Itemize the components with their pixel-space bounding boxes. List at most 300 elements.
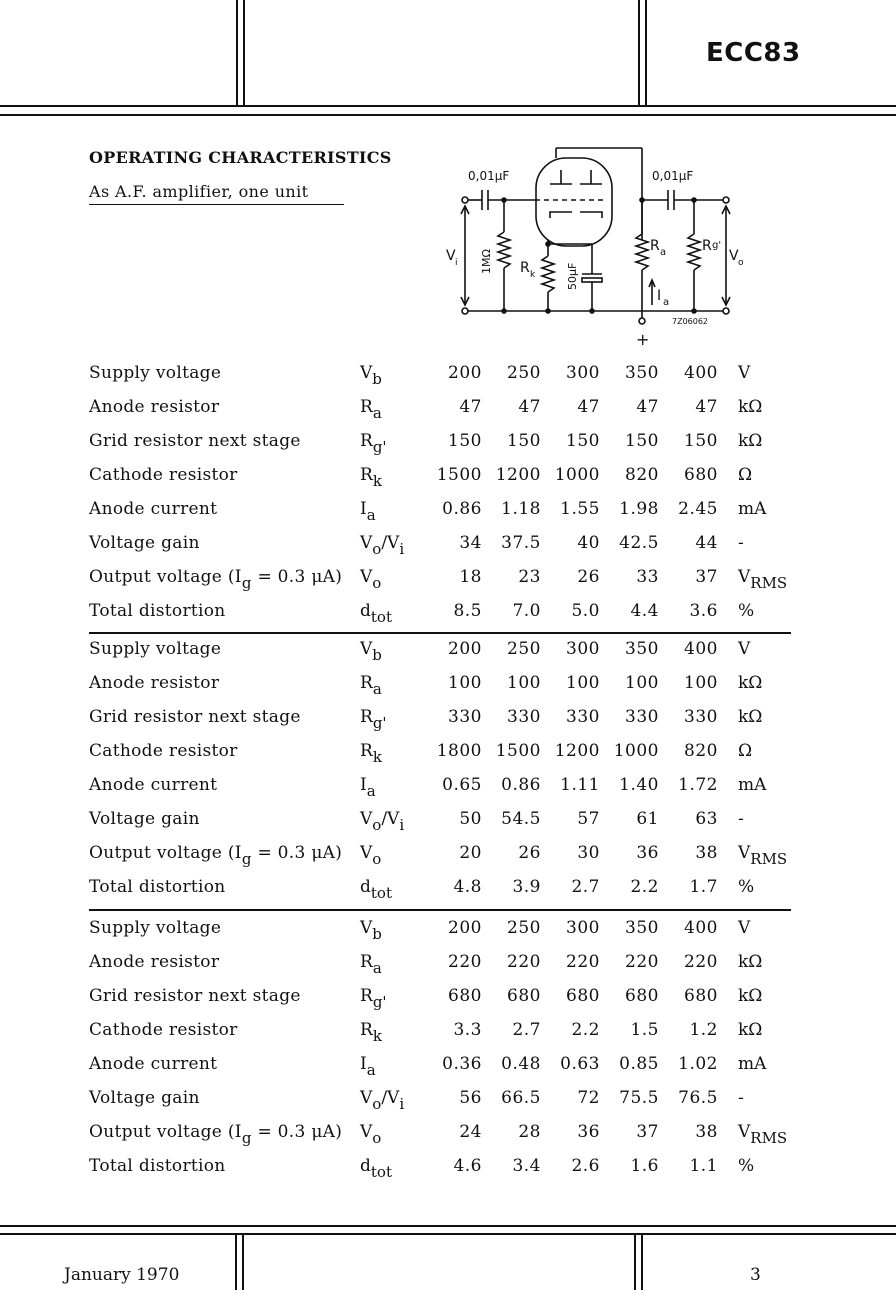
value-cell: 300: [566, 363, 600, 383]
value-cell: 36: [577, 1122, 600, 1142]
row-label: [89, 1088, 200, 1108]
table-row: [0, 877, 896, 911]
amplifier-circuit-diagram: [440, 140, 750, 355]
value-cell: 72: [577, 1088, 600, 1108]
value-cell: 3.9: [512, 877, 541, 897]
value-cell: 1.98: [619, 499, 659, 519]
row-label-text: Grid resistor next stage: [89, 707, 301, 727]
rg-label: R: [702, 238, 712, 254]
row-label-text: Anode current: [89, 499, 218, 519]
value-cell: 1.40: [619, 775, 659, 795]
table-row: [0, 775, 896, 809]
symbol-subscript: g': [372, 438, 387, 456]
row-label-text: Anode resistor: [89, 952, 220, 972]
value-cell: 38: [695, 843, 718, 863]
value-cell: 2.2: [630, 877, 659, 897]
symbol-subscript: a: [372, 404, 382, 422]
symbol-subscript: b: [372, 925, 382, 943]
row-label: [89, 843, 342, 868]
row-label-text: Grid resistor next stage: [89, 431, 301, 451]
cout-label: 0,01μF: [652, 169, 694, 183]
symbol-main-2: /V: [381, 809, 400, 829]
row-symbol: [360, 986, 387, 1011]
value-cell: 2.7: [512, 1020, 541, 1040]
row-unit: [738, 775, 766, 795]
vo-label: V: [729, 248, 739, 264]
value-cell: 200: [448, 363, 482, 383]
symbol-main: V: [360, 1122, 373, 1142]
row-symbol: [360, 918, 382, 943]
row-unit: [738, 397, 762, 417]
symbol-main: R: [360, 431, 373, 451]
row-symbol: [360, 431, 387, 456]
row-label: [89, 397, 219, 417]
unit-main: V: [738, 918, 751, 938]
row-unit: [738, 809, 744, 829]
value-cell: 2.45: [678, 499, 718, 519]
row-unit: [738, 465, 752, 485]
value-cell: 4.8: [453, 877, 482, 897]
table-row: [0, 1088, 896, 1122]
unit-main: V: [738, 843, 751, 863]
row-label-subscript: g: [241, 850, 252, 868]
vo-sub: o: [738, 258, 744, 268]
value-cell: 26: [518, 843, 541, 863]
row-label: [89, 1156, 226, 1176]
row-symbol: [360, 707, 387, 732]
row-unit: [738, 1054, 766, 1074]
value-cell: 220: [507, 952, 541, 972]
value-cell: 100: [566, 673, 600, 693]
row-label-text: Voltage gain: [89, 1088, 200, 1108]
unit-main: Ω: [738, 465, 753, 485]
page-number: 3: [750, 1265, 761, 1285]
value-cell: 1800: [436, 741, 482, 761]
value-cell: 3.6: [689, 601, 718, 621]
row-unit: [738, 952, 762, 972]
ra-label: R: [650, 238, 660, 254]
row-label-text: Output voltage (I: [89, 1122, 242, 1142]
row-label-text: Total distortion: [89, 1156, 226, 1176]
table-row: [0, 1156, 896, 1190]
unit-main: -: [738, 533, 744, 553]
symbol-subscript: o: [372, 540, 382, 558]
symbol-main: d: [360, 877, 371, 897]
value-cell: 34: [459, 533, 482, 553]
row-label-text: Supply voltage: [89, 918, 222, 938]
value-cell: 1.72: [678, 775, 718, 795]
row-label: [89, 877, 226, 897]
row-unit: [738, 499, 766, 519]
symbol-subscript: a: [372, 959, 382, 977]
symbol-main-2: /V: [381, 533, 400, 553]
row-label: [89, 986, 301, 1006]
table-row: [0, 1122, 896, 1156]
value-cell: 7.0: [512, 601, 541, 621]
header-divider-right: [638, 0, 640, 106]
row-unit: [738, 707, 762, 727]
value-cell: 400: [684, 363, 718, 383]
value-cell: 1.1: [689, 1156, 718, 1176]
unit-main: %: [738, 877, 755, 897]
value-cell: 300: [566, 639, 600, 659]
value-cell: 26: [577, 567, 600, 587]
symbol-subscript: o: [372, 1095, 382, 1113]
header-divider-left: [236, 0, 238, 106]
row-unit: [738, 601, 754, 621]
value-cell: 5.0: [571, 601, 600, 621]
row-label: [89, 918, 221, 938]
symbol-main: R: [360, 986, 373, 1006]
row-symbol: [360, 1054, 376, 1079]
unit-main: kΩ: [738, 1020, 763, 1040]
header-rule-2: [0, 114, 896, 116]
value-cell: 1200: [554, 741, 600, 761]
value-cell: 63: [695, 809, 718, 829]
row-label-text: Output voltage (I: [89, 843, 242, 863]
value-cell: 36: [636, 843, 659, 863]
value-cell: 330: [625, 707, 659, 727]
plus-label: +: [636, 330, 650, 349]
row-label-text: Anode current: [89, 1054, 218, 1074]
ia-sub: a: [663, 297, 670, 308]
value-cell: 220: [448, 952, 482, 972]
symbol-main: I: [360, 499, 367, 519]
row-label: [89, 1122, 342, 1147]
row-unit: [738, 1156, 754, 1176]
row-unit: [738, 639, 750, 659]
unit-subscript: RMS: [750, 1129, 788, 1147]
row-symbol: [360, 567, 381, 592]
value-cell: 680: [566, 986, 600, 1006]
symbol-main: I: [360, 775, 367, 795]
row-symbol: [360, 775, 376, 800]
row-label-text: Total distortion: [89, 877, 226, 897]
value-cell: 1000: [613, 741, 659, 761]
table-separator: [89, 909, 791, 911]
value-cell: 350: [625, 918, 659, 938]
symbol-subscript: g': [372, 993, 387, 1011]
row-symbol: [360, 1156, 392, 1181]
symbol-subscript-2: i: [399, 540, 405, 558]
row-label: [89, 673, 219, 693]
row-symbol: [360, 363, 382, 388]
row-unit: [738, 1020, 762, 1040]
row-symbol: [360, 952, 382, 977]
footer-date: January 1970: [64, 1265, 180, 1285]
symbol-main: R: [360, 673, 373, 693]
value-cell: 0.63: [560, 1054, 600, 1074]
footer-divider-right-2: [641, 1234, 643, 1290]
symbol-main: V: [360, 363, 373, 383]
unit-main: kΩ: [738, 397, 763, 417]
unit-main: V: [738, 363, 751, 383]
row-label-text: Grid resistor next stage: [89, 986, 301, 1006]
row-symbol: [360, 639, 382, 664]
value-cell: 37.5: [501, 533, 541, 553]
table-row: [0, 363, 896, 397]
vi-sub: i: [455, 258, 458, 268]
value-cell: 330: [684, 707, 718, 727]
unit-main: kΩ: [738, 431, 763, 451]
value-cell: 0.65: [442, 775, 482, 795]
row-unit: [738, 986, 762, 1006]
unit-subscript: RMS: [750, 574, 788, 592]
value-cell: 61: [636, 809, 659, 829]
rk-label: R: [520, 260, 530, 276]
value-cell: 220: [625, 952, 659, 972]
value-cell: 30: [577, 843, 600, 863]
value-cell: 1.2: [689, 1020, 718, 1040]
row-unit: [738, 567, 787, 592]
value-cell: 680: [448, 986, 482, 1006]
section-subheading: As A.F. amplifier, one unit: [89, 182, 344, 205]
value-cell: 28: [518, 1122, 541, 1142]
value-cell: 50: [459, 809, 482, 829]
row-unit: [738, 363, 750, 383]
symbol-main: V: [360, 809, 373, 829]
symbol-main: R: [360, 952, 373, 972]
value-cell: 76.5: [678, 1088, 718, 1108]
symbol-main: R: [360, 465, 373, 485]
table-row: [0, 431, 896, 465]
table-row: [0, 639, 896, 673]
value-cell: 75.5: [619, 1088, 659, 1108]
table-row: [0, 1020, 896, 1054]
row-symbol: [360, 673, 382, 698]
value-cell: 200: [448, 639, 482, 659]
table-row: [0, 843, 896, 877]
symbol-main: I: [360, 1054, 367, 1074]
value-cell: 150: [566, 431, 600, 451]
footer-rule: [0, 1225, 896, 1227]
value-cell: 1.7: [689, 877, 718, 897]
table-row: [0, 918, 896, 952]
value-cell: 8.5: [453, 601, 482, 621]
row-label: [89, 775, 217, 795]
value-cell: 38: [695, 1122, 718, 1142]
unit-main: Ω: [738, 741, 753, 761]
unit-main: kΩ: [738, 673, 763, 693]
row-label-text: Supply voltage: [89, 363, 222, 383]
header-divider-right-2: [645, 0, 647, 106]
table-row: [0, 465, 896, 499]
symbol-subscript: g': [372, 714, 387, 732]
row-unit: [738, 1088, 744, 1108]
value-cell: 40: [577, 533, 600, 553]
value-cell: 56: [459, 1088, 482, 1108]
row-symbol: [360, 397, 382, 422]
row-label: [89, 1020, 238, 1040]
symbol-subscript: tot: [370, 608, 392, 626]
value-cell: 250: [507, 918, 541, 938]
row-symbol: [360, 499, 376, 524]
value-cell: 680: [507, 986, 541, 1006]
symbol-subscript: o: [372, 816, 382, 834]
row-symbol: [360, 741, 382, 766]
value-cell: 37: [695, 567, 718, 587]
row-label: [89, 809, 200, 829]
row-label-text: Cathode resistor: [89, 1020, 238, 1040]
table-row: [0, 1054, 896, 1088]
unit-main: V: [738, 1122, 751, 1142]
row-label-text: Cathode resistor: [89, 741, 238, 761]
value-cell: 350: [625, 363, 659, 383]
row-label: [89, 431, 301, 451]
unit-main: V: [738, 639, 751, 659]
value-cell: 0.36: [442, 1054, 482, 1074]
vi-label: V: [446, 248, 456, 264]
value-cell: 44: [695, 533, 718, 553]
unit-main: -: [738, 1088, 744, 1108]
ia-label: I: [657, 288, 662, 304]
row-unit: [738, 533, 744, 553]
value-cell: 47: [695, 397, 718, 417]
table-row: [0, 533, 896, 567]
symbol-subscript: tot: [370, 884, 392, 902]
value-cell: 100: [448, 673, 482, 693]
row-label: [89, 639, 221, 659]
symbol-subscript: a: [372, 680, 382, 698]
symbol-subscript-2: i: [399, 816, 405, 834]
value-cell: 680: [684, 465, 718, 485]
value-cell: 3.4: [512, 1156, 541, 1176]
symbol-subscript: a: [366, 506, 376, 524]
symbol-subscript: k: [372, 748, 382, 766]
row-label: [89, 601, 226, 621]
value-cell: 0.86: [442, 499, 482, 519]
value-cell: 200: [448, 918, 482, 938]
type-code: ECC83: [706, 38, 801, 68]
footer-divider-left-2: [242, 1234, 244, 1290]
row-symbol: [360, 1020, 382, 1045]
value-cell: 680: [684, 986, 718, 1006]
symbol-main: V: [360, 1088, 373, 1108]
symbol-subscript: b: [372, 370, 382, 388]
symbol-subscript-2: i: [399, 1095, 405, 1113]
unit-main: kΩ: [738, 986, 763, 1006]
table-row: [0, 986, 896, 1020]
value-cell: 23: [518, 567, 541, 587]
header-divider-left-2: [243, 0, 245, 106]
table-row: [0, 397, 896, 431]
unit-main: kΩ: [738, 952, 763, 972]
row-label: [89, 707, 301, 727]
value-cell: 330: [566, 707, 600, 727]
value-cell: 57: [577, 809, 600, 829]
value-cell: 3.3: [453, 1020, 482, 1040]
rg-sub: g': [712, 240, 722, 251]
header-rule: [0, 105, 896, 107]
row-label-text: Voltage gain: [89, 809, 200, 829]
row-unit: [738, 741, 752, 761]
value-cell: 0.86: [501, 775, 541, 795]
value-cell: 150: [507, 431, 541, 451]
row-label-subscript: g: [241, 574, 252, 592]
value-cell: 400: [684, 639, 718, 659]
value-cell: 820: [684, 741, 718, 761]
rgrid-label: 1MΩ: [480, 249, 493, 274]
value-cell: 1.6: [630, 1156, 659, 1176]
row-label-tail: = 0.3 μA): [251, 567, 343, 587]
ck-label: 50μF: [566, 262, 579, 290]
unit-main: mA: [738, 775, 767, 795]
value-cell: 47: [577, 397, 600, 417]
value-cell: 680: [625, 986, 659, 1006]
value-cell: 150: [625, 431, 659, 451]
value-cell: 2.2: [571, 1020, 600, 1040]
symbol-subscript: k: [372, 1027, 382, 1045]
unit-main: V: [738, 567, 751, 587]
value-cell: 4.6: [453, 1156, 482, 1176]
value-cell: 18: [459, 567, 482, 587]
row-label: [89, 465, 238, 485]
symbol-main-2: /V: [381, 1088, 400, 1108]
row-unit: [738, 673, 762, 693]
value-cell: 250: [507, 363, 541, 383]
row-unit: [738, 431, 762, 451]
value-cell: 820: [625, 465, 659, 485]
value-cell: 4.4: [630, 601, 659, 621]
ra-sub: a: [660, 247, 667, 258]
row-symbol: [360, 809, 404, 834]
row-label-text: Anode resistor: [89, 673, 220, 693]
symbol-subscript: k: [372, 472, 382, 490]
row-label-tail: = 0.3 μA): [251, 843, 343, 863]
row-label: [89, 567, 342, 592]
table-row: [0, 809, 896, 843]
table-row: [0, 499, 896, 533]
row-label-subscript: g: [241, 1129, 252, 1147]
value-cell: 250: [507, 639, 541, 659]
symbol-subscript: b: [372, 646, 382, 664]
row-label: [89, 363, 221, 383]
unit-main: %: [738, 1156, 755, 1176]
value-cell: 100: [684, 673, 718, 693]
row-label-text: Cathode resistor: [89, 465, 238, 485]
table-row: [0, 741, 896, 775]
table-row: [0, 707, 896, 741]
symbol-subscript: o: [372, 850, 382, 868]
value-cell: 1.18: [501, 499, 541, 519]
row-label-text: Output voltage (I: [89, 567, 242, 587]
row-symbol: [360, 843, 381, 868]
row-label: [89, 499, 217, 519]
value-cell: 1500: [436, 465, 482, 485]
value-cell: 220: [684, 952, 718, 972]
symbol-main: d: [360, 1156, 371, 1176]
symbol-main: R: [360, 1020, 373, 1040]
value-cell: 42.5: [619, 533, 659, 553]
value-cell: 150: [448, 431, 482, 451]
symbol-main: R: [360, 707, 373, 727]
value-cell: 100: [625, 673, 659, 693]
symbol-main: V: [360, 639, 373, 659]
rk-sub: k: [530, 270, 536, 280]
row-symbol: [360, 601, 392, 626]
value-cell: 2.7: [571, 877, 600, 897]
symbol-main: V: [360, 533, 373, 553]
symbol-subscript: tot: [370, 1163, 392, 1181]
table-row: [0, 567, 896, 601]
symbol-subscript: a: [366, 1061, 376, 1079]
row-label-text: Voltage gain: [89, 533, 200, 553]
value-cell: 66.5: [501, 1088, 541, 1108]
table-row: [0, 673, 896, 707]
section-heading: OPERATING CHARACTERISTICS: [89, 148, 392, 167]
row-label: [89, 741, 238, 761]
unit-subscript: RMS: [750, 850, 788, 868]
